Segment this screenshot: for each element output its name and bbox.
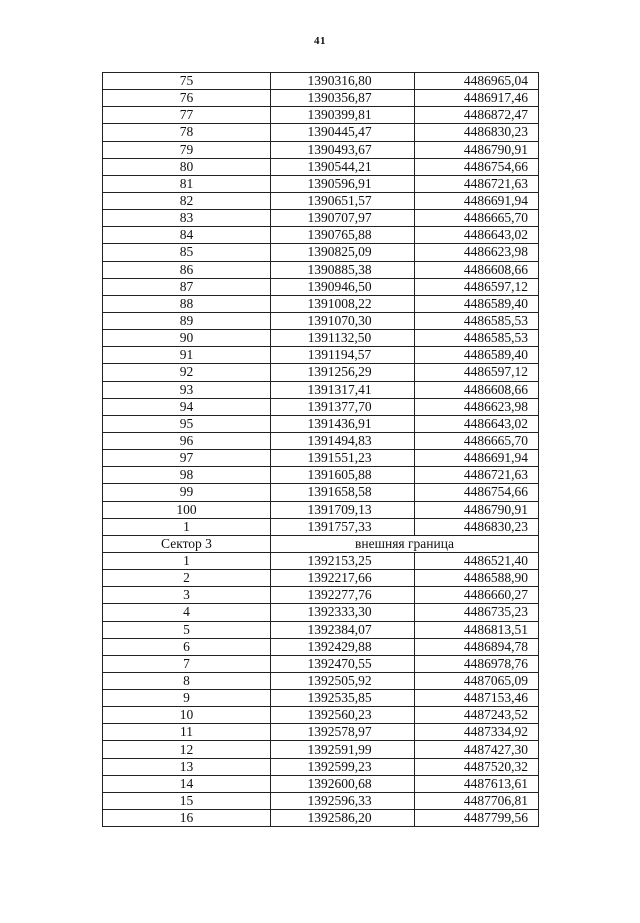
point-number-cell: 81: [103, 175, 271, 192]
y-coordinate-cell: 4486643,02: [415, 415, 539, 432]
x-coordinate-cell: 1391551,23: [271, 450, 415, 467]
x-coordinate-cell: 1390596,91: [271, 175, 415, 192]
y-coordinate-cell: 4487065,09: [415, 672, 539, 689]
point-number-cell: 12: [103, 741, 271, 758]
x-coordinate-cell: 1390493,67: [271, 141, 415, 158]
y-coordinate-cell: 4487427,30: [415, 741, 539, 758]
point-number-cell: 6: [103, 638, 271, 655]
x-coordinate-cell: 1391070,30: [271, 312, 415, 329]
y-coordinate-cell: 4486623,98: [415, 244, 539, 261]
x-coordinate-cell: 1392429,88: [271, 638, 415, 655]
table-row: [103, 484, 539, 501]
table-row: [103, 690, 539, 707]
y-coordinate-cell: 4486735,23: [415, 604, 539, 621]
x-coordinate-cell: 1390765,88: [271, 227, 415, 244]
sector-header-row: [103, 535, 539, 552]
y-coordinate-cell: 4486585,53: [415, 312, 539, 329]
point-number-cell: 16: [103, 810, 271, 827]
y-coordinate-cell: 4487799,56: [415, 810, 539, 827]
y-coordinate-cell: 4486665,70: [415, 432, 539, 449]
x-coordinate-cell: 1392277,76: [271, 587, 415, 604]
y-coordinate-cell: 4486894,78: [415, 638, 539, 655]
point-number-cell: 15: [103, 792, 271, 809]
y-coordinate-cell: 4486643,02: [415, 227, 539, 244]
y-coordinate-cell: 4486608,66: [415, 381, 539, 398]
point-number-cell: 87: [103, 278, 271, 295]
point-number-cell: 14: [103, 775, 271, 792]
point-number-cell: 3: [103, 587, 271, 604]
table-row: [103, 501, 539, 518]
y-coordinate-cell: 4486754,66: [415, 484, 539, 501]
x-coordinate-cell: 1391132,50: [271, 330, 415, 347]
point-number-cell: 83: [103, 210, 271, 227]
table-row: [103, 621, 539, 638]
x-coordinate-cell: 1390544,21: [271, 158, 415, 175]
x-coordinate-cell: 1392600,68: [271, 775, 415, 792]
point-number-cell: 89: [103, 312, 271, 329]
point-number-cell: 7: [103, 655, 271, 672]
x-coordinate-cell: 1392470,55: [271, 655, 415, 672]
point-number-cell: 77: [103, 107, 271, 124]
x-coordinate-cell: 1390356,87: [271, 90, 415, 107]
table-row: [103, 364, 539, 381]
table-row: [103, 312, 539, 329]
point-number-cell: 8: [103, 672, 271, 689]
y-coordinate-cell: 4487243,52: [415, 707, 539, 724]
x-coordinate-cell: 1391605,88: [271, 467, 415, 484]
y-coordinate-cell: 4486978,76: [415, 655, 539, 672]
point-number-cell: 100: [103, 501, 271, 518]
point-number-cell: 79: [103, 141, 271, 158]
x-coordinate-cell: 1392596,33: [271, 792, 415, 809]
y-coordinate-cell: 4486597,12: [415, 364, 539, 381]
table-row: [103, 587, 539, 604]
table-row: [103, 655, 539, 672]
x-coordinate-cell: 1390885,38: [271, 261, 415, 278]
x-coordinate-cell: 1390316,80: [271, 73, 415, 90]
y-coordinate-cell: 4487520,32: [415, 758, 539, 775]
table-row: [103, 347, 539, 364]
x-coordinate-cell: 1391008,22: [271, 295, 415, 312]
x-coordinate-cell: 1392599,23: [271, 758, 415, 775]
table-row: [103, 381, 539, 398]
point-number-cell: 92: [103, 364, 271, 381]
point-number-cell: 9: [103, 690, 271, 707]
table-row: [103, 158, 539, 175]
y-coordinate-cell: 4486721,63: [415, 467, 539, 484]
table-row: [103, 638, 539, 655]
table-row: [103, 210, 539, 227]
table-row: [103, 278, 539, 295]
y-coordinate-cell: 4487613,61: [415, 775, 539, 792]
x-coordinate-cell: 1391256,29: [271, 364, 415, 381]
x-coordinate-cell: 1391494,83: [271, 432, 415, 449]
y-coordinate-cell: 4486691,94: [415, 192, 539, 209]
y-coordinate-cell: 4486588,90: [415, 570, 539, 587]
table-row: [103, 432, 539, 449]
point-number-cell: 4: [103, 604, 271, 621]
y-coordinate-cell: 4486830,23: [415, 518, 539, 535]
x-coordinate-cell: 1392217,66: [271, 570, 415, 587]
x-coordinate-cell: 1390946,50: [271, 278, 415, 295]
point-number-cell: 93: [103, 381, 271, 398]
point-number-cell: 95: [103, 415, 271, 432]
x-coordinate-cell: 1392586,20: [271, 810, 415, 827]
y-coordinate-cell: 4486830,23: [415, 124, 539, 141]
y-coordinate-cell: 4486691,94: [415, 450, 539, 467]
point-number-cell: 1: [103, 552, 271, 569]
y-coordinate-cell: 4486665,70: [415, 210, 539, 227]
table-row: [103, 467, 539, 484]
point-number-cell: 94: [103, 398, 271, 415]
y-coordinate-cell: 4486754,66: [415, 158, 539, 175]
coordinates-table: [102, 72, 539, 827]
x-coordinate-cell: 1390707,97: [271, 210, 415, 227]
table-row: [103, 261, 539, 278]
point-number-cell: 85: [103, 244, 271, 261]
y-coordinate-cell: 4486872,47: [415, 107, 539, 124]
table-row: [103, 107, 539, 124]
y-coordinate-cell: 4487153,46: [415, 690, 539, 707]
x-coordinate-cell: 1392384,07: [271, 621, 415, 638]
x-coordinate-cell: 1392153,25: [271, 552, 415, 569]
point-number-cell: 86: [103, 261, 271, 278]
point-number-cell: 97: [103, 450, 271, 467]
table-row: [103, 810, 539, 827]
point-number-cell: 1: [103, 518, 271, 535]
table-row: [103, 672, 539, 689]
x-coordinate-cell: 1391658,58: [271, 484, 415, 501]
point-number-cell: 84: [103, 227, 271, 244]
table-row: [103, 330, 539, 347]
table-row: [103, 792, 539, 809]
x-coordinate-cell: 1391317,41: [271, 381, 415, 398]
y-coordinate-cell: 4486589,40: [415, 347, 539, 364]
x-coordinate-cell: 1392505,92: [271, 672, 415, 689]
point-number-cell: 88: [103, 295, 271, 312]
page-number: 41: [314, 35, 326, 47]
coordinates-table-body: [103, 73, 539, 827]
point-number-cell: 82: [103, 192, 271, 209]
x-coordinate-cell: 1391436,91: [271, 415, 415, 432]
x-coordinate-cell: 1391377,70: [271, 398, 415, 415]
y-coordinate-cell: 4486813,51: [415, 621, 539, 638]
x-coordinate-cell: 1392591,99: [271, 741, 415, 758]
table-row: [103, 90, 539, 107]
point-number-cell: 76: [103, 90, 271, 107]
y-coordinate-cell: 4486589,40: [415, 295, 539, 312]
x-coordinate-cell: 1391757,33: [271, 518, 415, 535]
table-row: [103, 227, 539, 244]
table-row: [103, 604, 539, 621]
x-coordinate-cell: 1390825,09: [271, 244, 415, 261]
y-coordinate-cell: 4486790,91: [415, 501, 539, 518]
x-coordinate-cell: 1392535,85: [271, 690, 415, 707]
x-coordinate-cell: 1392333,30: [271, 604, 415, 621]
point-number-cell: 11: [103, 724, 271, 741]
x-coordinate-cell: 1391194,57: [271, 347, 415, 364]
table-row: [103, 741, 539, 758]
table-row: [103, 707, 539, 724]
table-row: [103, 124, 539, 141]
y-coordinate-cell: 4486790,91: [415, 141, 539, 158]
sector-label: Сектор 3: [103, 535, 271, 552]
y-coordinate-cell: 4486608,66: [415, 261, 539, 278]
table-row: [103, 775, 539, 792]
table-row: [103, 73, 539, 90]
point-number-cell: 99: [103, 484, 271, 501]
point-number-cell: 5: [103, 621, 271, 638]
point-number-cell: 78: [103, 124, 271, 141]
x-coordinate-cell: 1392578,97: [271, 724, 415, 741]
table-row: [103, 175, 539, 192]
point-number-cell: 96: [103, 432, 271, 449]
table-row: [103, 518, 539, 535]
table-row: [103, 192, 539, 209]
table-row: [103, 244, 539, 261]
y-coordinate-cell: 4486521,40: [415, 552, 539, 569]
table-row: [103, 450, 539, 467]
table-row: [103, 570, 539, 587]
table-row: [103, 552, 539, 569]
y-coordinate-cell: 4486660,27: [415, 587, 539, 604]
y-coordinate-cell: 4487334,92: [415, 724, 539, 741]
y-coordinate-cell: 4486917,46: [415, 90, 539, 107]
table-row: [103, 141, 539, 158]
y-coordinate-cell: 4486585,53: [415, 330, 539, 347]
y-coordinate-cell: 4486965,04: [415, 73, 539, 90]
y-coordinate-cell: 4487706,81: [415, 792, 539, 809]
point-number-cell: 91: [103, 347, 271, 364]
table-row: [103, 415, 539, 432]
y-coordinate-cell: 4486721,63: [415, 175, 539, 192]
point-number-cell: 98: [103, 467, 271, 484]
point-number-cell: 10: [103, 707, 271, 724]
table-row: [103, 724, 539, 741]
sector-description: внешняя граница: [271, 535, 539, 552]
table-row: [103, 758, 539, 775]
y-coordinate-cell: 4486623,98: [415, 398, 539, 415]
point-number-cell: 2: [103, 570, 271, 587]
x-coordinate-cell: 1391709,13: [271, 501, 415, 518]
x-coordinate-cell: 1392560,23: [271, 707, 415, 724]
y-coordinate-cell: 4486597,12: [415, 278, 539, 295]
point-number-cell: 90: [103, 330, 271, 347]
point-number-cell: 13: [103, 758, 271, 775]
x-coordinate-cell: 1390399,81: [271, 107, 415, 124]
point-number-cell: 75: [103, 73, 271, 90]
table-row: [103, 295, 539, 312]
x-coordinate-cell: 1390445,47: [271, 124, 415, 141]
x-coordinate-cell: 1390651,57: [271, 192, 415, 209]
table-row: [103, 398, 539, 415]
point-number-cell: 80: [103, 158, 271, 175]
